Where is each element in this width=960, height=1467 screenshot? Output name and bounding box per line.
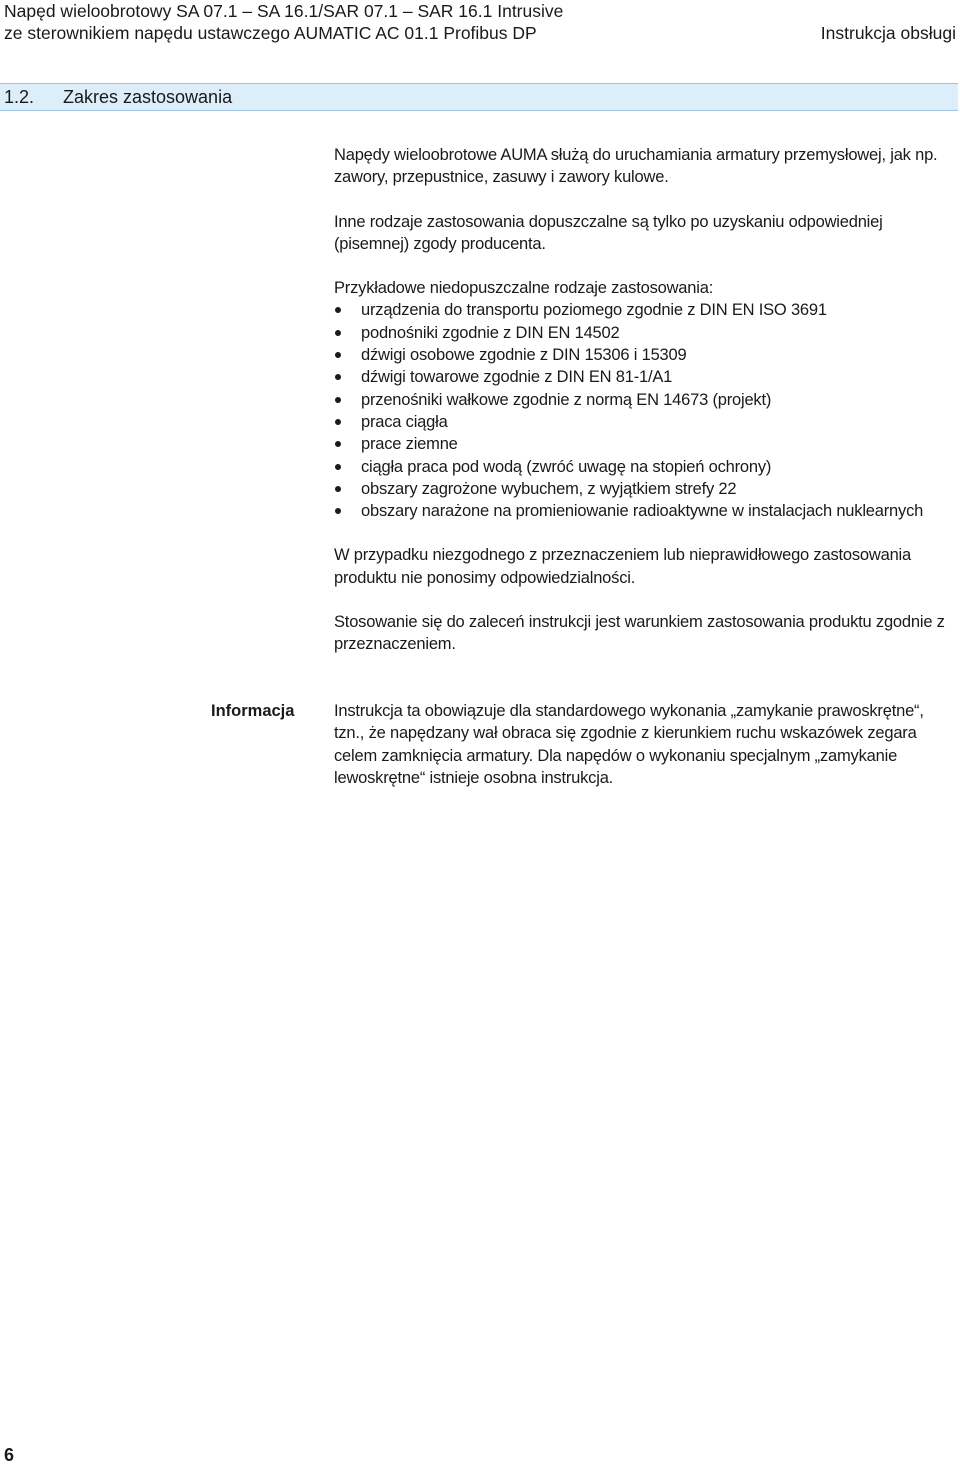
list-item: obszary zagrożone wybuchem, z wyjątkiem strefy 22 [334,478,954,500]
page-number: 6 [4,1445,15,1465]
list-item: podnośniki zgodnie z DIN EN 14502 [334,322,954,344]
section-number: 1.2. [4,87,35,107]
bullet-icon [335,352,341,358]
bullet-icon [335,374,341,380]
paragraph-liability: W przypadku niezgodnego z przeznaczeniem lub nieprawidłowego zastosowania produktu nie ponosimy odpowiedzialności. [334,546,911,587]
list-item: ciągła praca pod wodą (zwróć uwagę na stopień ochrony) [334,456,954,478]
header-title-line2: ze sterownikiem napędu ustawczego AUMATIC AC 01.1 Profibus DP [4,23,537,43]
list-item: dźwigi osobowe zgodnie z DIN 15306 i 15309 [334,344,954,366]
bullet-icon [335,330,341,336]
list-item: urządzenia do transportu poziomego zgodnie z DIN EN ISO 3691 [334,299,954,321]
section-title: Zakres zastosowania [63,87,233,107]
document-header [4,0,563,44]
bullet-icon [335,486,341,492]
info-label: Informacja [211,702,295,720]
bullet-icon [335,464,341,470]
list-item: praca ciągła [334,411,954,433]
bullet-icon [335,441,341,447]
paragraph-compliance: Stosowanie się do zaleceń instrukcji jest warunkiem zastosowania produktu zgodnie z przeznaczeniem. [334,613,945,654]
paragraph-other-uses: Inne rodzaje zastosowania dopuszczalne są tylko po uzyskaniu odpowiedniej (pisemnej) zgody producenta. [334,212,883,253]
paragraph-purpose: Napędy wieloobrotowe AUMA służą do uruchamiania armatury przemysłowej, jak np. zawory, przepustnice, zasuwy i zawory kulowe. [334,146,938,187]
prohibited-uses-list [334,299,954,522]
list-intro: Przykładowe niedopuszczalne rodzaje zastosowania: [334,279,714,298]
bullet-icon [335,419,341,425]
section-body [334,144,954,656]
bullet-icon [335,508,341,514]
section-heading-bar [0,83,958,111]
bullet-icon [335,397,341,403]
info-text: Instrukcja ta obowiązuje dla standardowego wykonania „zamykanie prawoskrętne“, tzn., że napędzany wał obraca się zgodnie z kierunkiem ruchu wskazówek zegara celem zamknięcia armatury. Dla napędów o wykonaniu specjalnym „zamykanie lewoskrętne“ istnieje osobna instrukcja. [334,702,924,787]
list-item: przenośniki wałkowe zgodnie z normą EN 14673 (projekt) [334,389,954,411]
list-item: obszary narażone na promieniowanie radioaktywne w instalacjach nuklearnych [334,500,954,522]
header-doc-type: Instrukcja obsługi [820,23,956,43]
list-item: dźwigi towarowe zgodnie z DIN EN 81-1/A1 [334,366,954,388]
header-title-line1: Napęd wieloobrotowy SA 07.1 – SA 16.1/SAR 07.1 – SAR 16.1 Intrusive [4,1,564,21]
bullet-icon [335,307,341,313]
list-item: prace ziemne [334,433,954,455]
